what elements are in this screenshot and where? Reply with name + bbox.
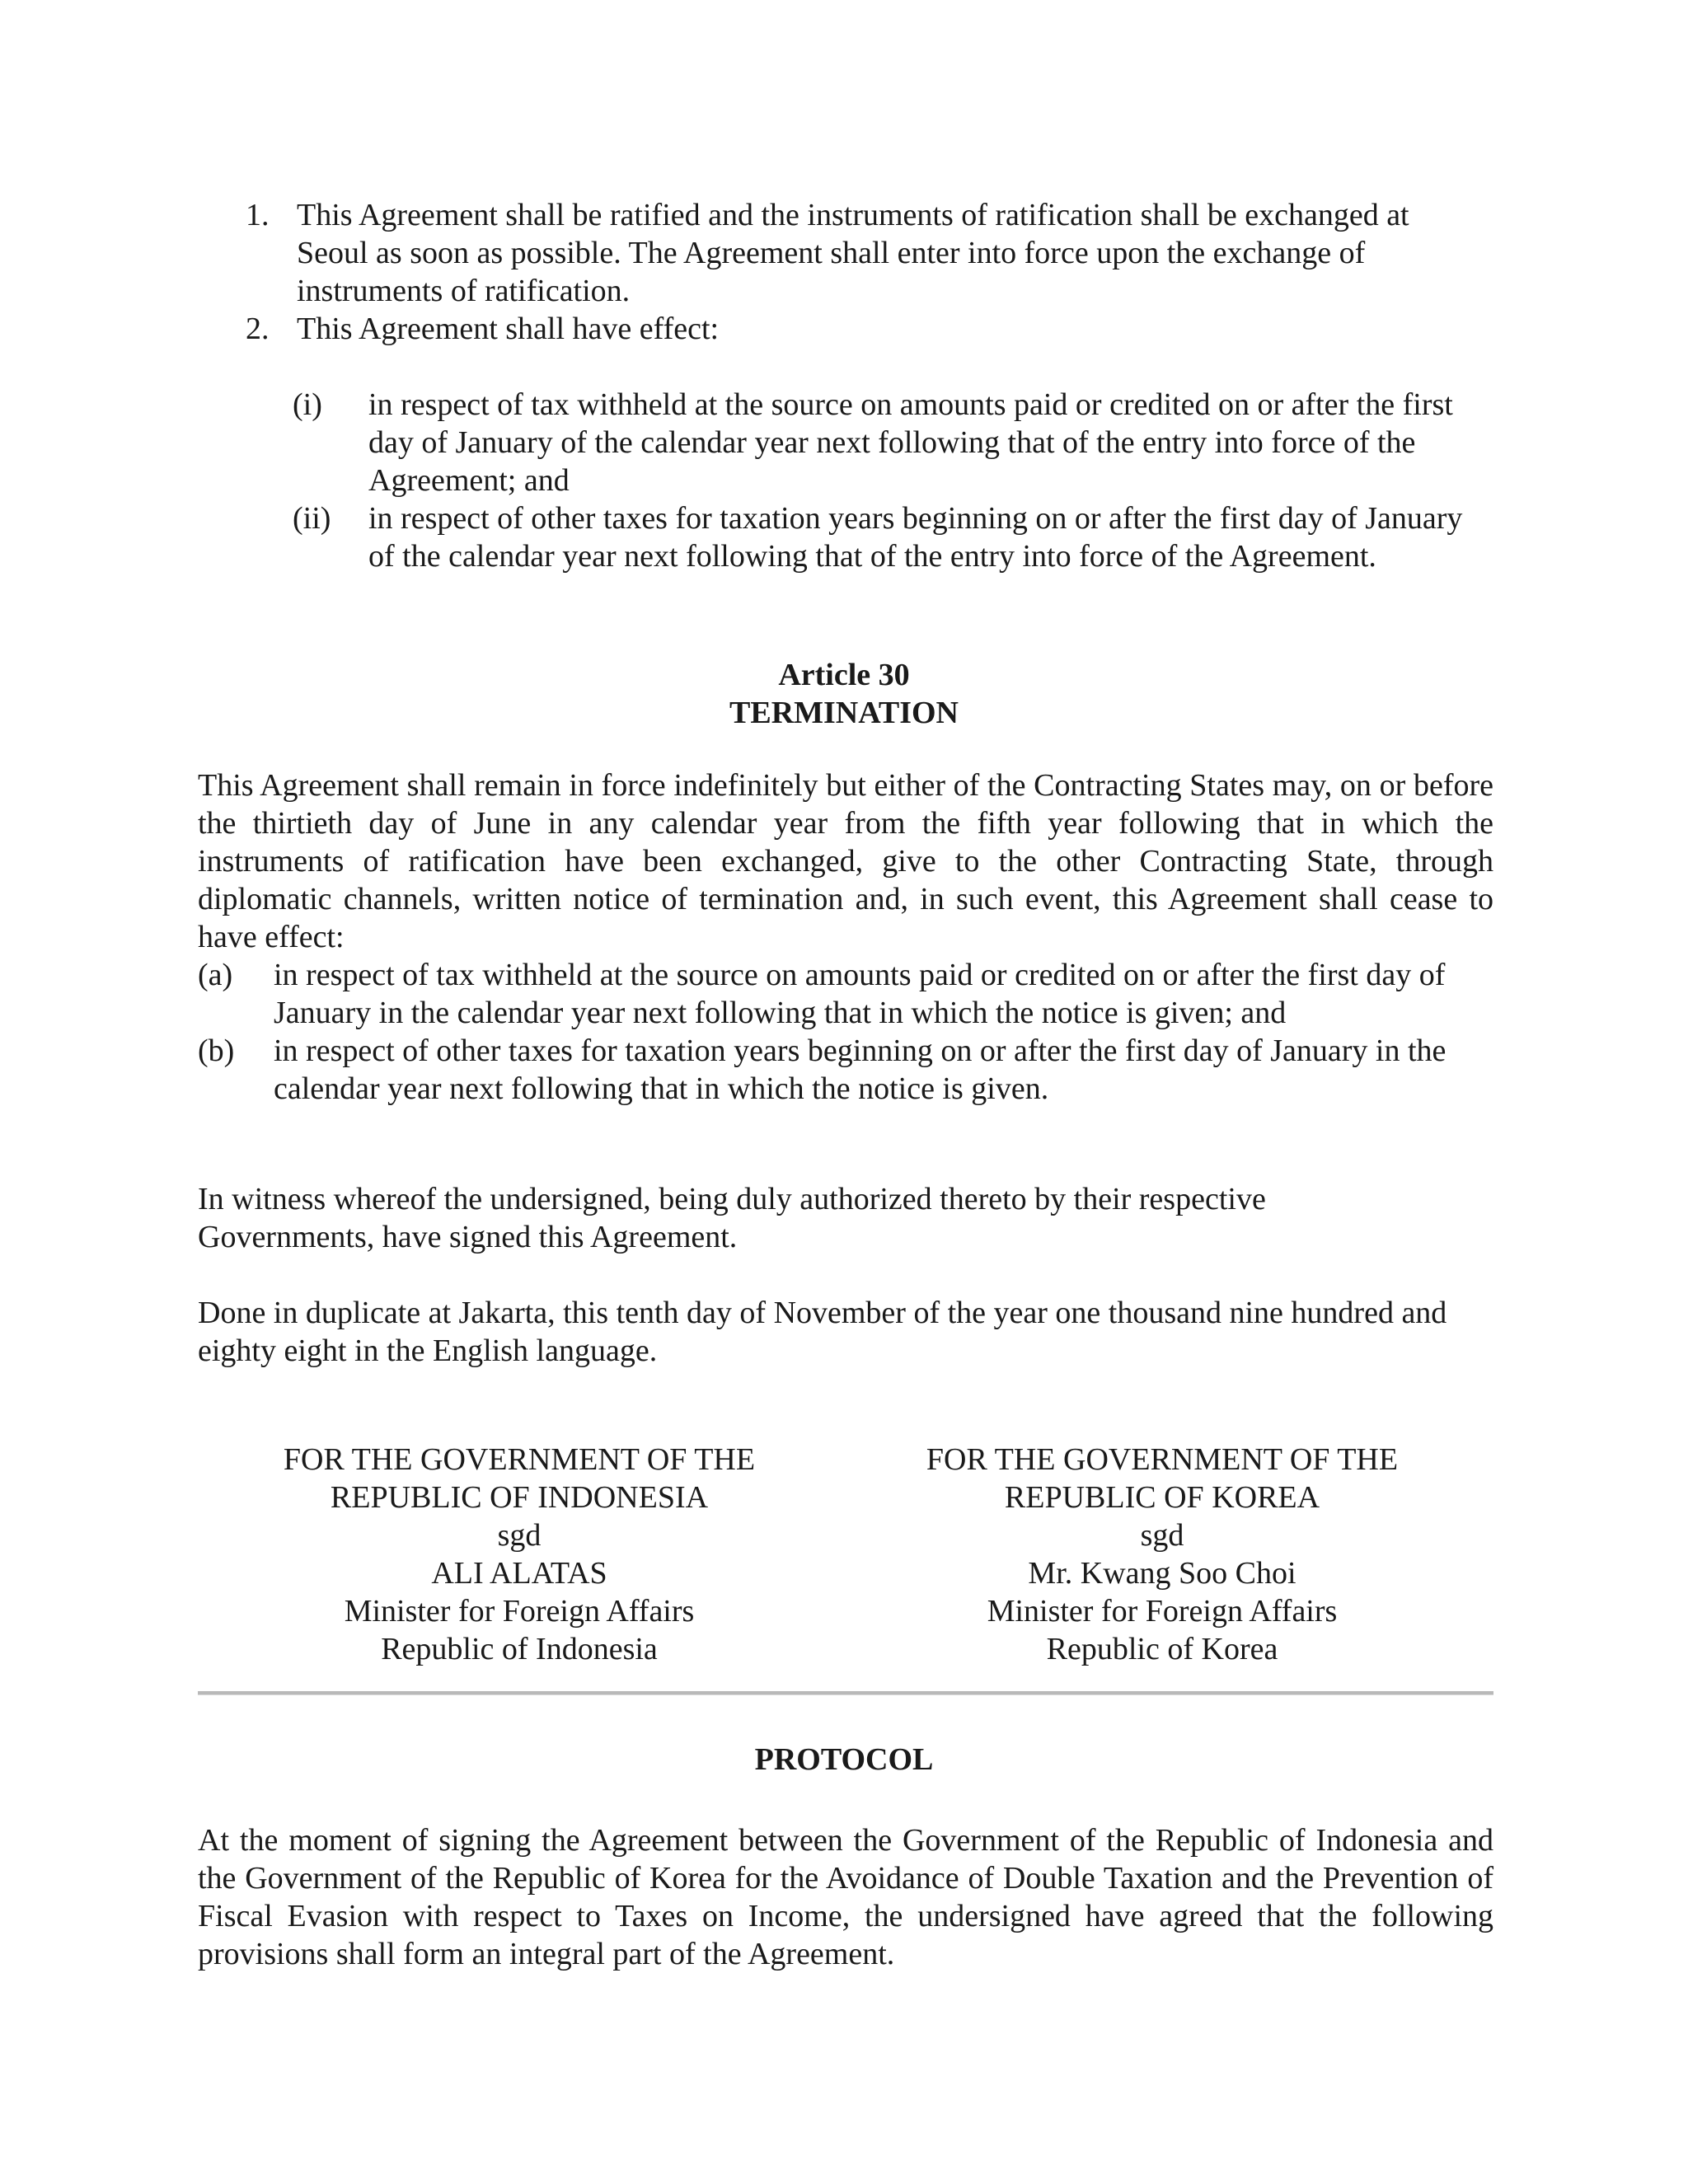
section-divider	[198, 1691, 1493, 1695]
signatory-title: Minister for Foreign Affairs	[987, 1594, 1338, 1629]
signed-mark: sgd	[1140, 1518, 1184, 1553]
protocol-paragraph: At the moment of signing the Agreement between the Government of the Republic of Indonesia and the Government of the Republic of Korea for the Avoidance of Double Taxation and the Prevention of Fiscal Evasion with respect to Taxes on Income, the undersigned have agreed that the following provisions shall form an integral part of the Agreement.	[198, 1823, 1493, 1971]
list-item	[198, 956, 1484, 1032]
signatory-name: ALI ALATAS	[431, 1556, 607, 1591]
termination-paragraph: This Agreement shall remain in force indefinitely but either of the Contracting States may, on or before the thirtieth day of June in any calendar year from the fifth year following that in which the instruments of ratification have been exchanged, give to the other Contracting State, through diplomatic channels, written notice of termination and, in such event, this Agreement shall cease to have effect:	[198, 768, 1493, 954]
termination-list	[198, 956, 1484, 1108]
list-item-text: in respect of tax withheld at the source on amounts paid or credited on or after the first day of January of the calendar year next following that of the entry into force of the Agreement; and	[368, 387, 1453, 498]
list-marker: (b)	[198, 1033, 235, 1068]
article-title: TERMINATION	[729, 696, 959, 730]
list-item	[293, 386, 1463, 499]
signatory-heading-line2: REPUBLIC OF KOREA	[1004, 1480, 1320, 1515]
witness-paragraph: In witness whereof the undersigned, being duly authorized thereto by their respective Governments, have signed this Agreement.	[198, 1182, 1266, 1254]
list-marker: (ii)	[293, 501, 331, 536]
list-item	[246, 310, 1474, 348]
entry-into-force-list	[246, 196, 1474, 348]
signatory-heading-line1: FOR THE GOVERNMENT OF THE	[926, 1442, 1399, 1477]
article-number: Article 30	[778, 658, 910, 692]
signature-block-korea	[874, 1441, 1451, 1668]
list-marker: (i)	[293, 387, 322, 422]
list-marker: 2.	[246, 312, 270, 346]
list-item	[198, 1032, 1484, 1108]
list-item-text: in respect of other taxes for taxation years beginning on or after the first day of January of the calendar year next following that of the entry into force of the Agreement.	[368, 501, 1463, 574]
done-paragraph: Done in duplicate at Jakarta, this tenth day of November of the year one thousand nine hundred and eighty eight in the English language.	[198, 1296, 1447, 1368]
signatory-country: Republic of Korea	[1046, 1632, 1278, 1666]
list-marker: 1.	[246, 198, 270, 232]
list-item-text: in respect of other taxes for taxation years beginning on or after the first day of January in the calendar year next following that in which the notice is given.	[274, 1033, 1447, 1106]
signatory-title: Minister for Foreign Affairs	[344, 1594, 695, 1629]
signatory-name: Mr. Kwang Soo Choi	[1028, 1556, 1296, 1591]
signatory-heading-line1: FOR THE GOVERNMENT OF THE	[283, 1442, 756, 1477]
list-marker: (a)	[198, 958, 233, 992]
list-item	[246, 196, 1474, 310]
list-item-text: This Agreement shall have effect:	[297, 312, 720, 346]
list-item-text: in respect of tax withheld at the source on amounts paid or credited on or after the first day of January in the calendar year next following that in which the notice is given; and	[274, 958, 1446, 1030]
signed-mark: sgd	[497, 1518, 542, 1553]
list-item-text: This Agreement shall be ratified and the instruments of ratification shall be exchanged at Seoul as soon as possible. The Agreement shall enter into force upon the exchange of instruments of ratification.	[297, 198, 1409, 308]
signatory-heading-line2: REPUBLIC OF INDONESIA	[330, 1480, 709, 1515]
signature-block-indonesia	[231, 1441, 808, 1668]
signatory-country: Republic of Indonesia	[381, 1632, 658, 1666]
protocol-title: PROTOCOL	[754, 1742, 934, 1777]
effect-list	[293, 386, 1463, 575]
list-item	[293, 499, 1463, 575]
